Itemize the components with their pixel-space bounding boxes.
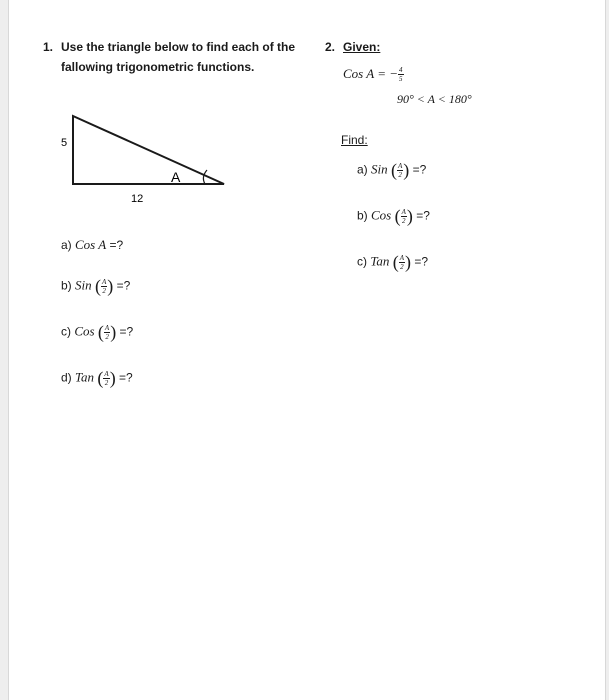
p1-part-b: b) Sin ( $\frac{A}{2}$ ) =? (61, 276, 131, 296)
triangle-angle-label: A (171, 169, 181, 185)
problem-1-number: 1. (43, 40, 54, 54)
triangle-side-vertical: 5 (61, 137, 68, 149)
given-label: Given: (343, 40, 381, 54)
p2-part-c: c) Tan ( $\frac{A}{2}$ ) =? (357, 252, 429, 272)
p2-part-b: b) Cos ( $\frac{A}{2}$ ) =? (357, 206, 430, 226)
worksheet-page (8, 0, 606, 700)
given-range: 90° < A < 180° (397, 92, 472, 106)
right-triangle-diagram (59, 110, 239, 210)
find-label: Find: (341, 133, 368, 147)
p1-part-d: d) Tan ( $\frac{A}{2}$ ) =? (61, 368, 133, 388)
given-equation: Cos A = − $\frac{4}{5}$ (343, 66, 403, 84)
triangle-shape (73, 116, 224, 184)
triangle-side-base: 12 (131, 193, 144, 205)
problem-2-number: 2. (325, 40, 336, 54)
problem-1-instruction-line1: Use the triangle below to find each of the (61, 40, 296, 54)
problem-1-instruction-line2: fallowing trigonometric functions. (61, 60, 255, 74)
p1-part-c: c) Cos ( $\frac{A}{2}$ ) =? (61, 322, 134, 342)
p1-part-a: a) Cos A =? (61, 237, 124, 252)
p2-part-a: a) Sin ( $\frac{A}{2}$ ) =? (357, 160, 427, 180)
